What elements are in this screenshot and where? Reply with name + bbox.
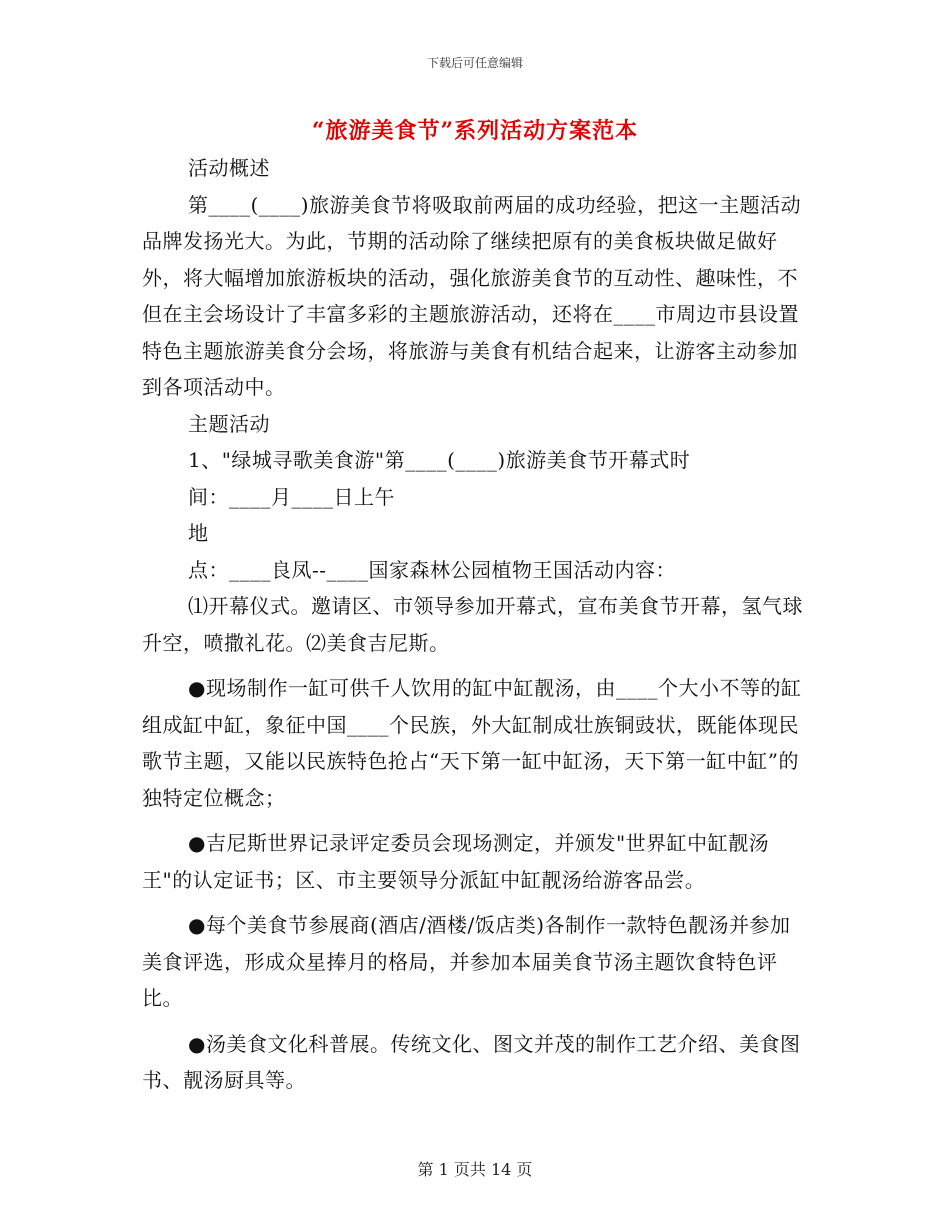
item1-place-label: 地	[188, 521, 209, 545]
bullet-paragraph-1: ●现场制作一缸可供千人饮用的缸中缸靓汤，由____个大小不等的缸组成缸中缸，象征中国____个民族，外大缸制成壮族铜豉状，既能体现民歌节主题，又能以民族特色抢占“天下第一缸中缸汤，天下第一缸中缸”的独特定位概念；	[142, 676, 802, 810]
document-body	[142, 150, 806, 1099]
header-note: 下载后可任意编辑	[426, 56, 523, 70]
bullet-paragraph-4: ●汤美食文化科普展。传统文化、图文并茂的制作工艺介绍、美食图书、靓汤厨具等。	[142, 1031, 801, 1092]
bullet-paragraph-3: ●每个美食节参展商(酒店/酒楼/饭店类)各制作一款特色靓汤并参加美食评选，形成众星捧月的格局，并参加本届美食节汤主题饮食特色评比。	[142, 913, 791, 1010]
bullet-paragraph-2: ●吉尼斯世界记录评定委员会现场测定，并颁发"世界缸中缸靓汤王"的认定证书；区、市主要领导分派缸中缸靓汤给游客品尝。	[142, 831, 770, 892]
content-paragraph-1: ⑴开幕仪式。邀请区、市领导参加开幕式，宣布美食节开幕，氢气球升空，喷撒礼花。⑵美食吉尼斯。	[142, 594, 803, 655]
document-title: “旅游美食节”系列活动方案范本	[311, 118, 639, 144]
page-footer: 第 1 页共 14 页	[417, 1160, 533, 1179]
section-heading-theme: 主题活动	[188, 411, 270, 436]
item1-time: 间：____月____日上午	[188, 484, 395, 509]
section-heading-overview: 活动概述	[188, 156, 270, 180]
item1-place: 点：____良凤--____国家森林公园植物王国活动内容：	[188, 557, 677, 582]
overview-paragraph: 第____(____)旅游美食节将吸取前两届的成功经验，把这一主题活动品牌发扬光大。为此，节期的活动除了继续把原有的美食板块做足做好外，将大幅增加旅游板块的活动，强化旅游美食节的互动性、趣味性，不但在主会场设计了丰富多彩的主题旅游活动，还将在____市周边市县设置特色主题旅游美食分会场，将旅游与美食有机结合起来，让游客主动参加到各项活动中。	[142, 192, 802, 399]
item1-title: 1、"绿城寻歌美食游"第____(____)旅游美食节开幕式时	[188, 448, 691, 472]
